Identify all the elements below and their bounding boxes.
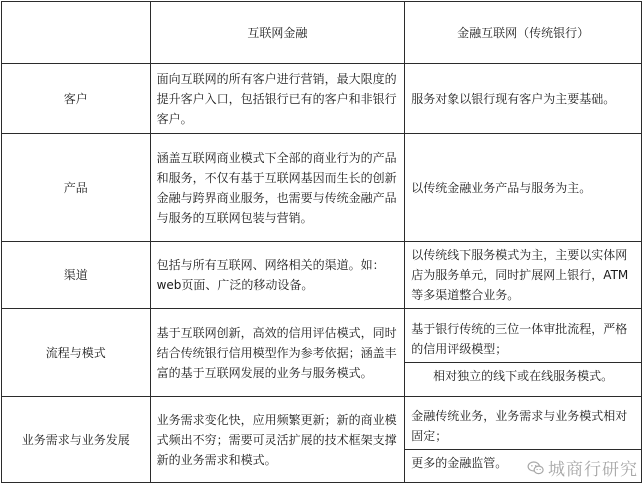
cell-internet-finance: 面向互联网的所有客户进行营销，最大限度的提升客户入口，包括银行已有的客户和非银行客户。 <box>150 64 405 134</box>
header-cell-blank <box>2 2 151 64</box>
comparison-table <box>1 1 642 483</box>
cell-internet-finance: 业务需求变化快，应用频繁更新；新的商业模式频出不穷；需要可灵活扩展的技术框架支撑新的业务需求和模式。 <box>150 397 405 483</box>
row-label-business-needs: 业务需求与业务发展 <box>2 397 151 483</box>
cell-internet-finance: 包括与所有互联网、网络相关的渠道。如：web页面、广泛的移动设备。 <box>150 242 405 309</box>
header-cell-finance-internet: 金融互联网（传统银行） <box>405 2 642 64</box>
subcell-text: 基于银行传统的三位一体审批流程，严格的信用评级模型； <box>411 322 628 356</box>
subcell-text: 更多的金融监管。 <box>405 449 641 476</box>
cell-internet-finance: 基于互联网创新，高效的信用评估模式，同时结合传统银行信用模型作为参考依据；涵盖丰富的基于互联网发展的业务与服务模式。 <box>150 309 405 397</box>
subcell-text: 金融传统业务，业务需求与业务模式相对固定； <box>411 409 628 443</box>
row-label-channel: 渠道 <box>2 242 151 309</box>
wechat-icon <box>527 459 545 477</box>
cell-finance-internet-split <box>405 309 642 397</box>
subcell-text: 相对独立的线下或在线服务模式。 <box>405 362 641 389</box>
header-cell-internet-finance: 互联网金融 <box>150 2 405 64</box>
table-header-row <box>2 2 642 64</box>
cell-finance-internet: 服务对象以银行现有客户为主要基础。 <box>405 64 642 134</box>
table-row <box>2 134 642 242</box>
cell-internet-finance: 涵盖互联网商业模式下全部的商业行为的产品和服务，不仅有基于互联网基因而生长的创新金融与跨界商业服务，也需要与传统金融产品与服务的互联网包装与营销。 <box>150 134 405 242</box>
watermark <box>527 455 638 480</box>
cell-finance-internet: 以传统金融业务产品与服务为主。 <box>405 134 642 242</box>
cell-finance-internet: 以传统线下服务模式为主，主要以实体网店为服务单元，同时扩展网上银行，ATM等多渠道整合业务。 <box>405 242 642 309</box>
row-label-customer: 客户 <box>2 64 151 134</box>
watermark-text: 城商行研究 <box>548 460 638 480</box>
row-label-product: 产品 <box>2 134 151 242</box>
row-label-process-model: 流程与模式 <box>2 309 151 397</box>
table-row <box>2 64 642 134</box>
table-row <box>2 242 642 309</box>
table-row <box>2 309 642 397</box>
